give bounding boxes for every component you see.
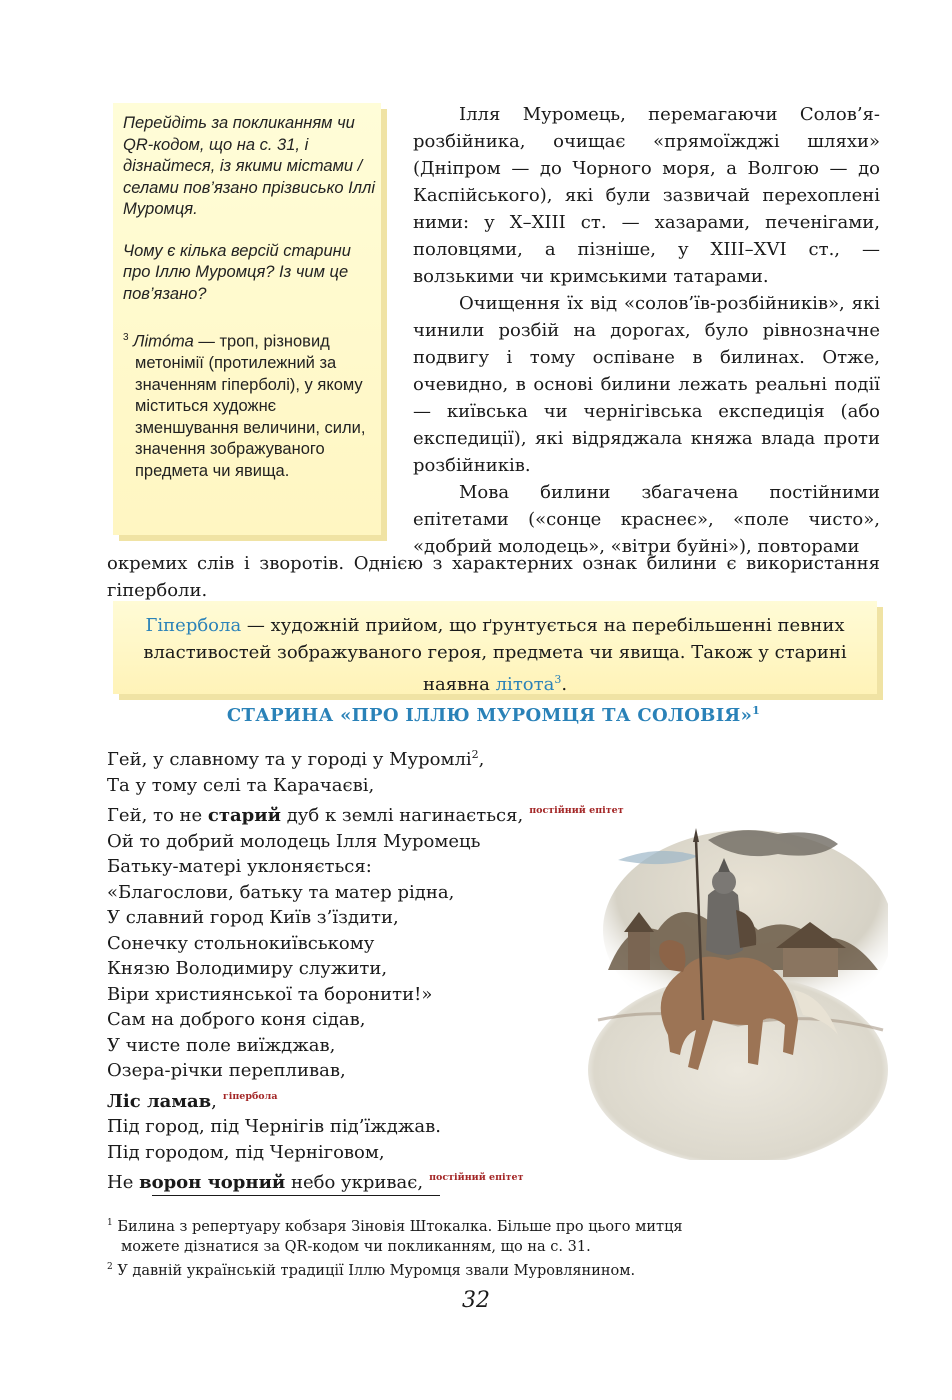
poem-bold-word: старий: [207, 805, 281, 826]
footnote-2: [107, 1257, 880, 1281]
paragraph-3: Мова билини збагачена постійними епітетами («сонце краснеє», «поле чисто», «добрий молодець», «вітри буйні»), повторами: [413, 482, 880, 557]
sidebar-note-box: [113, 103, 381, 535]
poem-line: Під городом, під Черніговом,: [107, 1141, 385, 1163]
footnote-marker: 2: [107, 1261, 113, 1272]
church-tower-shape: [628, 930, 650, 970]
poem-line: У славний город Київ з’їздити,: [107, 907, 399, 928]
poem-line-text: Гей, то не: [107, 805, 208, 826]
poem-bold-word: Ліс ламав: [107, 1090, 212, 1112]
annotation-tag: постійний епітет: [429, 1172, 524, 1183]
poem-line: Та у тому селі та Карачаєві,: [107, 774, 375, 796]
poem-bold-word: ворон чорний: [139, 1172, 286, 1193]
poem-line-punct: ,: [478, 749, 485, 770]
annotation-tag: гіпербола: [222, 1090, 278, 1102]
annotation-tag: постійний епітет: [529, 805, 624, 816]
footnote-marker: 3: [123, 332, 129, 343]
poem-line: Сам на доброго коня сідав,: [107, 1009, 366, 1030]
poem-line-text: небо укриває,: [285, 1172, 424, 1193]
poem-line: [107, 1084, 627, 1115]
poem-line: Озера-річки перепливав,: [107, 1060, 346, 1081]
poem-line: Ой то добрий молодець Ілля Муромець: [107, 830, 481, 852]
poem-line-text: Не: [107, 1172, 140, 1193]
poem-line: Батьку-матері уклоняється:: [107, 856, 372, 877]
footnote-definition: — троп, різновид метонімії (протилежний за значенням гіперболі), у якому міститься художнє зменшування величини, сили, значення зображуваного предмета чи явища.: [135, 332, 366, 480]
poem-title-text: СТАРИНА «ПРО ІЛЛЮ МУРОМЦЯ ТА СОЛОВІЯ»: [226, 705, 753, 726]
house-shape: [783, 945, 838, 977]
footnote-text: У давній українській традиції Іллю Муромця звали Муровлянином.: [112, 1262, 636, 1279]
poem-line: [107, 1165, 627, 1196]
footnote-term: Літóта: [133, 332, 194, 351]
poem-line: [107, 798, 627, 829]
footnote-1: [107, 1213, 880, 1237]
footnotes: [107, 1213, 880, 1281]
definition-term: Гіпербола: [145, 615, 242, 636]
poem-title-marker: 1: [752, 704, 761, 717]
poem-line: «Благослови, батьку та матер рідна,: [107, 881, 455, 903]
paragraph-3-continuation: окремих слів і зворотів. Однією з характерних ознак билини є використання гіперболи.: [107, 553, 880, 601]
poem-footnote-marker: 2: [471, 748, 479, 761]
definition-marker: 3: [554, 673, 562, 686]
footnote-divider: [152, 1195, 440, 1196]
sidebar-footnote-litota: [123, 327, 375, 482]
sidebar-question-2: Чому є кілька версій старини про Іллю Муромця? Із чим це пов’язано?: [123, 241, 351, 303]
knight-on-horse-illustration: [588, 820, 888, 1160]
poem-line: Під город, під Чернігів під’їжджав.: [107, 1116, 441, 1137]
footnote-marker: 1: [107, 1218, 113, 1228]
main-text-column: [413, 101, 880, 560]
poem-line-text: дуб к землі нагинається,: [280, 805, 524, 826]
poem-line: Віри християнської та боронити!»: [107, 983, 433, 1005]
poem-line-punct: ,: [211, 1090, 217, 1112]
paragraph-1: Ілля Муромець, перемагаючи Солов’я-розбійника, очищає «прямоїжджі шляхи» (Дніпром — до Чорного моря, а Волгою — до Каспійського), які були зазвичай перехоплені ними: у X–XIII ст. — хазарами, печенігами, половцями, а пізніше, у XIII–XVI ст., — волзькими чи кримськими татарами.: [413, 104, 880, 287]
definition-term-2: літота: [495, 674, 555, 695]
footnote-text: Билина з репертуару кобзаря Зіновія Штокалка. Більше про цього митця: [112, 1218, 683, 1235]
poem: [107, 742, 627, 1196]
poem-line: У чисте поле виїжджав,: [107, 1034, 336, 1056]
footnote-1-continuation: можете дізнатися за QR-кодом чи покликанням, що на с. 31.: [121, 1238, 591, 1255]
page-number: 32: [462, 1288, 490, 1313]
poem-title: [107, 704, 880, 726]
spear-tip-shape: [693, 828, 699, 842]
poem-line: [107, 742, 627, 773]
poem-line: Князю Володимиру служити,: [107, 958, 388, 979]
definition-text: — художній прийом, що ґрунтується на перебільшенні певних властивостей зображуваного героя, предмета чи явища. Також у старині наявна: [143, 615, 847, 695]
definition-end: .: [561, 674, 568, 695]
poem-line: Сонечку стольнокиївському: [107, 932, 375, 954]
poem-line-text: Гей, у славному та у городі у Муромлі: [107, 749, 472, 770]
sidebar-question-1: Перейдіть за покликанням чи QR-кодом, що на с. 31, і дізнайтеся, із якими містами / селами пов’язано прізвисько Іллі Муромця.: [123, 114, 376, 218]
definition-box: [113, 601, 877, 694]
paragraph-2: Очищення їх від «солов’їв-розбійників», які чинили розбій на дорогах, було рівнозначне подвигу і тому оспіване в билинах. Отже, очевидно, в основі билини лежать реальні події — київська чи чернігівська експедиція (або експедиції), які відряджала княжа влада проти розбійників.: [413, 293, 880, 476]
knight-helmet-shape: [712, 870, 736, 894]
